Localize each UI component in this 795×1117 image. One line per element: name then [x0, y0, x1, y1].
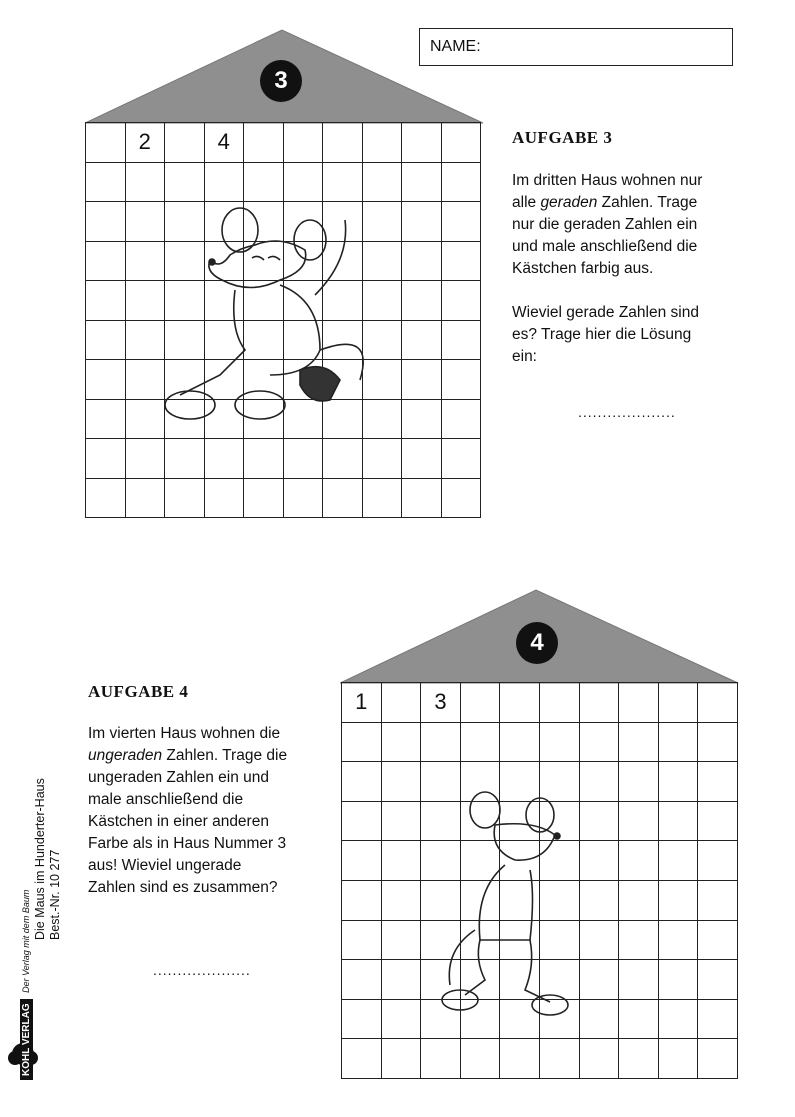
grid-cell[interactable] — [363, 163, 403, 203]
grid-cell[interactable] — [442, 163, 482, 203]
grid-cell[interactable] — [323, 202, 363, 242]
grid-cell[interactable] — [165, 479, 205, 519]
grid-cell[interactable] — [580, 683, 620, 723]
grid-cell[interactable] — [86, 163, 126, 203]
grid-cell[interactable] — [363, 439, 403, 479]
grid-cell[interactable] — [580, 881, 620, 921]
grid-cell[interactable] — [540, 683, 580, 723]
grid-cell[interactable] — [323, 479, 363, 519]
grid-cell[interactable] — [86, 439, 126, 479]
house3-grid[interactable] — [85, 122, 481, 518]
grid-cell[interactable] — [244, 242, 284, 282]
grid-cell[interactable] — [580, 762, 620, 802]
grid-cell[interactable] — [698, 683, 738, 723]
house3-number-badge: 3 — [260, 60, 302, 102]
task3-text — [512, 170, 712, 368]
grid-cell[interactable] — [342, 802, 382, 842]
grid-cell[interactable] — [402, 242, 442, 282]
grid-cell[interactable] — [659, 723, 699, 763]
grid-cell[interactable] — [323, 439, 363, 479]
grid-cell[interactable] — [500, 841, 540, 881]
grid-cell[interactable] — [421, 723, 461, 763]
grid-cell[interactable] — [540, 802, 580, 842]
task3-question: Wieviel gerade Zahlen sind es? Trage hier die Lösung ein: — [512, 304, 699, 365]
grid-cell[interactable] — [165, 123, 205, 163]
grid-cell[interactable] — [363, 123, 403, 163]
order-number: Best.-Nr. 10 277 — [48, 849, 62, 940]
grid-cell[interactable] — [342, 881, 382, 921]
grid-cell[interactable] — [165, 439, 205, 479]
grid-cell[interactable] — [421, 802, 461, 842]
grid-cell[interactable] — [421, 881, 461, 921]
grid-cell[interactable] — [205, 321, 245, 361]
grid-cell[interactable] — [323, 400, 363, 440]
grid-cell[interactable] — [580, 921, 620, 961]
grid-cell[interactable] — [382, 960, 422, 1000]
grid-cell[interactable] — [205, 479, 245, 519]
grid-cell[interactable] — [244, 281, 284, 321]
grid-cell[interactable] — [284, 400, 324, 440]
grid-cell[interactable] — [421, 841, 461, 881]
grid-cell[interactable] — [244, 163, 284, 203]
grid-cell[interactable] — [442, 123, 482, 163]
grid-cell[interactable] — [284, 202, 324, 242]
grid-cell[interactable] — [402, 479, 442, 519]
grid-cell[interactable] — [402, 163, 442, 203]
grid-cell[interactable] — [500, 921, 540, 961]
grid-cell[interactable] — [165, 242, 205, 282]
grid-cell[interactable] — [382, 1000, 422, 1040]
grid-cell[interactable] — [382, 723, 422, 763]
grid-cell[interactable] — [284, 439, 324, 479]
grid-cell[interactable] — [619, 683, 659, 723]
grid-cell[interactable] — [619, 1039, 659, 1079]
grid-cell[interactable] — [165, 281, 205, 321]
task3-intro: Im dritten Haus wohnen nur alle geraden Zahlen. Trage nur die geraden Zahlen ein und male anschließend die Kästchen farbig aus. — [512, 172, 703, 277]
grid-cell[interactable] — [402, 360, 442, 400]
grid-cell[interactable] — [421, 921, 461, 961]
grid-cell[interactable] — [659, 683, 699, 723]
grid-cell[interactable] — [461, 1039, 501, 1079]
grid-cell[interactable] — [244, 123, 284, 163]
grid-cell[interactable] — [500, 802, 540, 842]
grid-cell[interactable] — [205, 163, 245, 203]
grid-cell[interactable] — [323, 163, 363, 203]
grid-cell[interactable] — [382, 802, 422, 842]
grid-cell[interactable] — [323, 281, 363, 321]
grid-cell[interactable] — [442, 479, 482, 519]
grid-cell[interactable] — [342, 960, 382, 1000]
grid-cell[interactable] — [402, 400, 442, 440]
grid-cell[interactable] — [284, 479, 324, 519]
grid-cell[interactable]: 4 — [205, 123, 245, 163]
grid-cell[interactable] — [205, 400, 245, 440]
publisher-slogan: Der Verlag mit dem Baum — [21, 889, 31, 993]
grid-cell[interactable] — [244, 321, 284, 361]
book-info — [33, 778, 63, 940]
house4-number-badge: 4 — [516, 622, 558, 664]
grid-cell[interactable] — [323, 360, 363, 400]
grid-cell[interactable] — [402, 439, 442, 479]
grid-cell[interactable] — [619, 802, 659, 842]
grid-cell[interactable] — [126, 479, 166, 519]
grid-cell[interactable] — [382, 1039, 422, 1079]
grid-cell[interactable] — [126, 242, 166, 282]
grid-cell[interactable] — [580, 723, 620, 763]
grid-cell[interactable] — [165, 360, 205, 400]
grid-cell[interactable] — [126, 400, 166, 440]
grid-cell[interactable] — [540, 723, 580, 763]
grid-cell[interactable] — [244, 202, 284, 242]
grid-cell[interactable] — [461, 881, 501, 921]
grid-cell[interactable] — [165, 321, 205, 361]
grid-cell[interactable] — [205, 281, 245, 321]
grid-cell[interactable]: 2 — [126, 123, 166, 163]
grid-cell[interactable] — [698, 881, 738, 921]
task4-answer-line[interactable]: .................... — [153, 962, 251, 978]
house4-grid[interactable] — [341, 682, 738, 1079]
grid-cell[interactable] — [382, 921, 422, 961]
grid-cell[interactable] — [421, 960, 461, 1000]
grid-cell[interactable] — [698, 802, 738, 842]
grid-cell[interactable] — [363, 479, 403, 519]
grid-cell[interactable] — [461, 762, 501, 802]
grid-cell[interactable] — [382, 881, 422, 921]
grid-cell[interactable] — [342, 762, 382, 802]
grid-cell[interactable] — [580, 1000, 620, 1040]
grid-cell[interactable] — [442, 281, 482, 321]
grid-cell[interactable] — [402, 123, 442, 163]
grid-cell[interactable] — [698, 1039, 738, 1079]
grid-cell[interactable] — [323, 242, 363, 282]
grid-cell[interactable] — [382, 841, 422, 881]
task4-title: AUFGABE 4 — [88, 682, 189, 701]
grid-cell[interactable] — [461, 960, 501, 1000]
grid-cell[interactable] — [461, 921, 501, 961]
grid-cell[interactable] — [363, 281, 403, 321]
grid-cell[interactable] — [363, 242, 403, 282]
grid-cell[interactable] — [86, 242, 126, 282]
grid-cell[interactable] — [244, 400, 284, 440]
grid-cell[interactable] — [442, 360, 482, 400]
grid-cell[interactable] — [500, 683, 540, 723]
task3-answer-line[interactable]: .................... — [578, 404, 676, 420]
grid-cell[interactable] — [165, 163, 205, 203]
grid-cell[interactable] — [421, 1039, 461, 1079]
grid-cell[interactable] — [363, 321, 403, 361]
grid-cell[interactable] — [580, 960, 620, 1000]
grid-cell[interactable] — [382, 762, 422, 802]
grid-cell[interactable] — [698, 841, 738, 881]
grid-cell[interactable] — [342, 841, 382, 881]
task3-title: AUFGABE 3 — [512, 128, 613, 147]
grid-cell[interactable] — [323, 321, 363, 361]
grid-cell[interactable] — [402, 202, 442, 242]
grid-cell[interactable] — [421, 762, 461, 802]
grid-cell[interactable] — [284, 242, 324, 282]
grid-cell[interactable] — [659, 841, 699, 881]
grid-cell[interactable] — [461, 1000, 501, 1040]
grid-cell[interactable] — [342, 1000, 382, 1040]
grid-cell[interactable] — [165, 400, 205, 440]
grid-cell[interactable] — [421, 1000, 461, 1040]
grid-cell[interactable] — [382, 683, 422, 723]
grid-cell[interactable] — [540, 1039, 580, 1079]
grid-cell[interactable] — [363, 400, 403, 440]
grid-cell[interactable] — [619, 723, 659, 763]
grid-cell[interactable] — [461, 841, 501, 881]
grid-cell[interactable] — [540, 881, 580, 921]
grid-cell[interactable] — [442, 242, 482, 282]
publisher-logo: KOHL VERLAG — [20, 999, 33, 1080]
grid-cell[interactable] — [402, 281, 442, 321]
grid-cell[interactable] — [500, 1000, 540, 1040]
grid-cell[interactable] — [659, 921, 699, 961]
grid-cell[interactable] — [442, 439, 482, 479]
grid-cell[interactable] — [86, 281, 126, 321]
grid-cell[interactable] — [698, 762, 738, 802]
grid-cell[interactable] — [659, 881, 699, 921]
grid-cell[interactable] — [540, 960, 580, 1000]
grid-cell[interactable] — [659, 960, 699, 1000]
grid-cell[interactable] — [284, 163, 324, 203]
grid-cell[interactable] — [284, 321, 324, 361]
grid-cell[interactable] — [659, 1000, 699, 1040]
grid-cell[interactable] — [698, 723, 738, 763]
grid-cell[interactable] — [442, 202, 482, 242]
grid-cell[interactable] — [165, 202, 205, 242]
grid-cell[interactable] — [86, 321, 126, 361]
grid-cell[interactable] — [126, 360, 166, 400]
task4-text — [88, 723, 288, 899]
publisher — [20, 890, 33, 1080]
grid-cell[interactable] — [205, 242, 245, 282]
grid-cell[interactable] — [619, 841, 659, 881]
grid-cell[interactable] — [363, 202, 403, 242]
grid-cell[interactable] — [619, 960, 659, 1000]
grid-cell[interactable] — [244, 439, 284, 479]
grid-cell[interactable] — [284, 360, 324, 400]
grid-cell[interactable] — [126, 202, 166, 242]
grid-cell[interactable]: 1 — [342, 683, 382, 723]
name-label: NAME: — [430, 38, 481, 55]
grid-cell[interactable] — [86, 202, 126, 242]
grid-cell[interactable] — [619, 1000, 659, 1040]
grid-cell[interactable] — [500, 1039, 540, 1079]
grid-cell[interactable] — [126, 163, 166, 203]
grid-cell[interactable] — [342, 921, 382, 961]
grid-cell[interactable] — [86, 400, 126, 440]
grid-cell[interactable] — [126, 439, 166, 479]
grid-cell[interactable] — [244, 360, 284, 400]
grid-cell[interactable] — [442, 321, 482, 361]
grid-cell[interactable] — [619, 921, 659, 961]
grid-cell[interactable] — [461, 723, 501, 763]
grid-cell[interactable] — [698, 921, 738, 961]
grid-cell[interactable] — [540, 841, 580, 881]
grid-cell[interactable] — [619, 881, 659, 921]
grid-cell[interactable] — [461, 802, 501, 842]
grid-cell[interactable] — [126, 281, 166, 321]
grid-cell[interactable] — [205, 439, 245, 479]
grid-cell[interactable] — [126, 321, 166, 361]
grid-cell[interactable] — [402, 321, 442, 361]
grid-cell[interactable]: 3 — [421, 683, 461, 723]
grid-cell[interactable] — [619, 762, 659, 802]
grid-cell[interactable] — [580, 1039, 620, 1079]
grid-cell[interactable] — [698, 1000, 738, 1040]
grid-cell[interactable] — [580, 841, 620, 881]
grid-cell[interactable] — [342, 723, 382, 763]
grid-cell[interactable] — [363, 360, 403, 400]
grid-cell[interactable] — [540, 921, 580, 961]
grid-cell[interactable] — [500, 881, 540, 921]
grid-cell[interactable] — [442, 400, 482, 440]
grid-cell[interactable] — [659, 762, 699, 802]
grid-cell[interactable] — [500, 960, 540, 1000]
grid-cell[interactable] — [659, 802, 699, 842]
grid-cell[interactable] — [323, 123, 363, 163]
grid-cell[interactable] — [500, 762, 540, 802]
grid-cell[interactable] — [284, 281, 324, 321]
grid-cell[interactable] — [500, 723, 540, 763]
grid-cell[interactable] — [342, 1039, 382, 1079]
grid-cell[interactable] — [86, 479, 126, 519]
grid-cell[interactable] — [205, 202, 245, 242]
grid-cell[interactable] — [540, 1000, 580, 1040]
grid-cell[interactable] — [86, 123, 126, 163]
grid-cell[interactable] — [659, 1039, 699, 1079]
book-title: Die Maus im Hunderter-Haus — [33, 778, 47, 940]
grid-cell[interactable] — [284, 123, 324, 163]
task4-intro: Im vierten Haus wohnen die ungeraden Zahlen. Trage die ungeraden Zahlen ein und male anschließend die Kästchen in einer anderen Farbe als in Haus Nummer 3 aus! Wieviel ungerade Zahlen sind es zusammen? — [88, 725, 288, 896]
grid-cell[interactable] — [86, 360, 126, 400]
grid-cell[interactable] — [580, 802, 620, 842]
grid-cell[interactable] — [205, 360, 245, 400]
grid-cell[interactable] — [461, 683, 501, 723]
grid-cell[interactable] — [698, 960, 738, 1000]
grid-cell[interactable] — [244, 479, 284, 519]
grid-cell[interactable] — [540, 762, 580, 802]
